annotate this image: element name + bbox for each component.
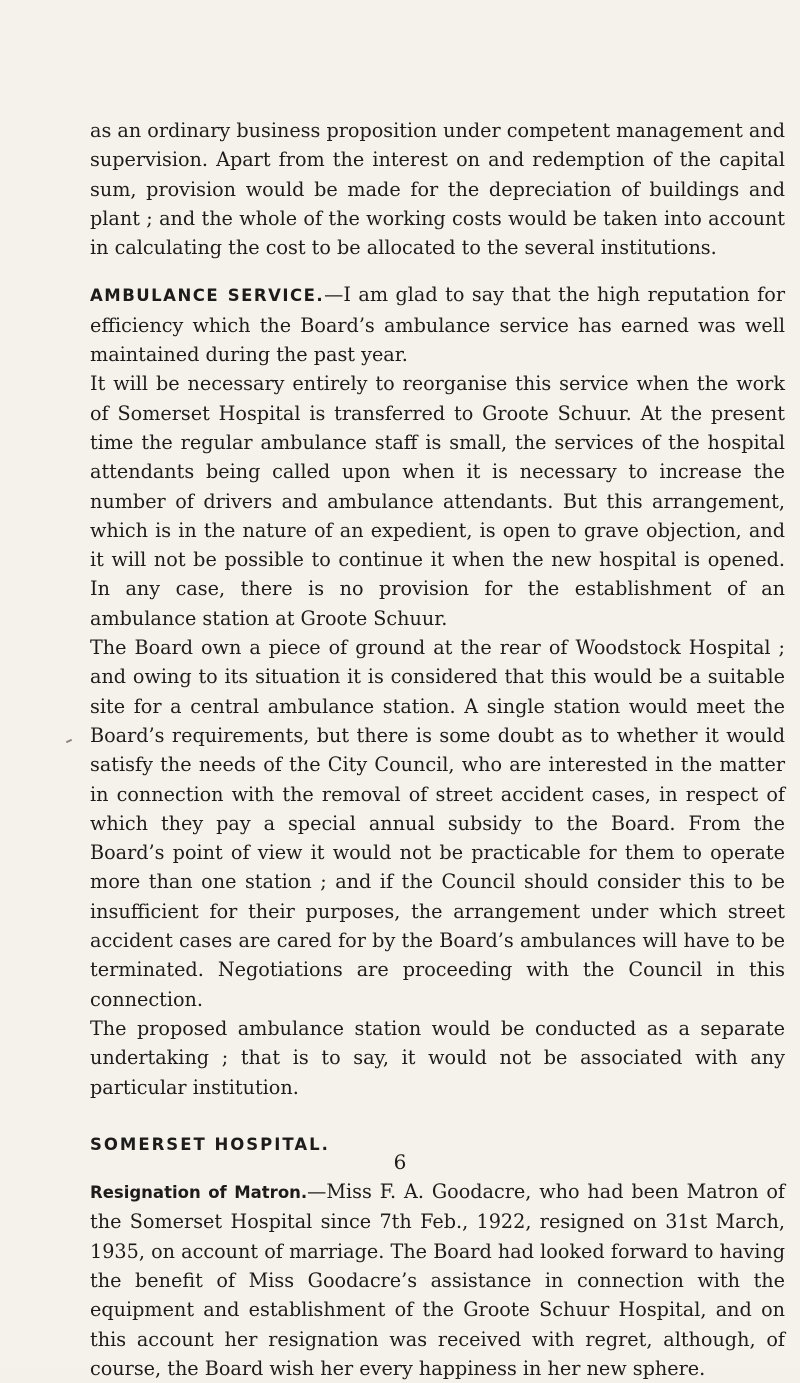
page-number: 6 bbox=[393, 1150, 407, 1174]
scan-speck bbox=[66, 739, 72, 743]
body-text bbox=[90, 116, 785, 1383]
paragraph-gap bbox=[90, 262, 785, 280]
paragraph-resignation bbox=[90, 1177, 785, 1383]
resignation-text: —Miss F. A. Goodacre, who had been Matron of the Somerset Hospital since 7th Feb., 1922, resigned on 31st March, 1935, on account of marriage. The Board had looked forward to having the benefit of Miss Goodacre’s assistance in connection with the equipment and establishment of the Groote Schuur Hospital, and on this account her resignation was received with regret, although, of course, the Board wish her every happiness in her new sphere. bbox=[90, 1180, 786, 1380]
ambulance-service-text: —I am glad to say that the high reputation for efficiency which the Board’s ambulance service has earned was well maintained during the past year. bbox=[90, 283, 785, 367]
paragraph-separate-undertaking: The proposed ambulance station would be conducted as a separate undertaking ; that is to say, it would not be associated with any particular institution. bbox=[90, 1016, 785, 1099]
section-gap bbox=[90, 1102, 785, 1130]
ambulance-service-heading: AMBULANCE SERVICE. bbox=[90, 286, 325, 306]
paragraph-reorganise: It will be necessary entirely to reorganise this service when the work of Somerset Hospital is transferred to Groote Schuur. At the present time the regular ambulance staff is small, the services of the hospital attendants being called upon when it is necessary to increase the number of drivers and ambulance attendants. But this arrangement, which is in the nature of an expedient, is open to grave objection, and it will not be possible to continue it when the new hospital is opened. In any case, there is no provision for the establishment of an ambulance station at Groote Schuur. bbox=[90, 372, 785, 630]
paragraph-woodstock-site: The Board own a piece of ground at the rear of Woodstock Hospital ; and owing to its situation it is considered that this would be a suitable site for a central ambulance station. A single station would meet the Board’s requirements, but there is some doubt as to whether it would satisfy the needs of the City Council, who are interested in the matter in connection with the removal of street accident cases, in respect of which they pay a special annual subsidy to the Board. From the Board’s point of view it would not be practicable for them to operate more than one station ; and if the Council should consider this to be insufficient for their purposes, the arrangement under which street accident cases are cared for by the Board’s ambulances will have to be terminated. Negotiations are proceeding with the Council in this connection. bbox=[90, 636, 785, 1011]
paragraph-ambulance-service bbox=[90, 280, 785, 369]
paragraph-intro-continuation: as an ordinary business proposition under competent management and supervision. Apart from the interest on and redemption of the capital sum, provision would be made for the depreciation of buildings and plant ; and the whole of the working costs would be taken into account in calculating the cost to be allocated to the several institutions. bbox=[90, 119, 785, 260]
somerset-hospital-heading: SOMERSET HOSPITAL. bbox=[90, 1134, 330, 1154]
resignation-heading: Resignation of Matron. bbox=[90, 1183, 308, 1203]
